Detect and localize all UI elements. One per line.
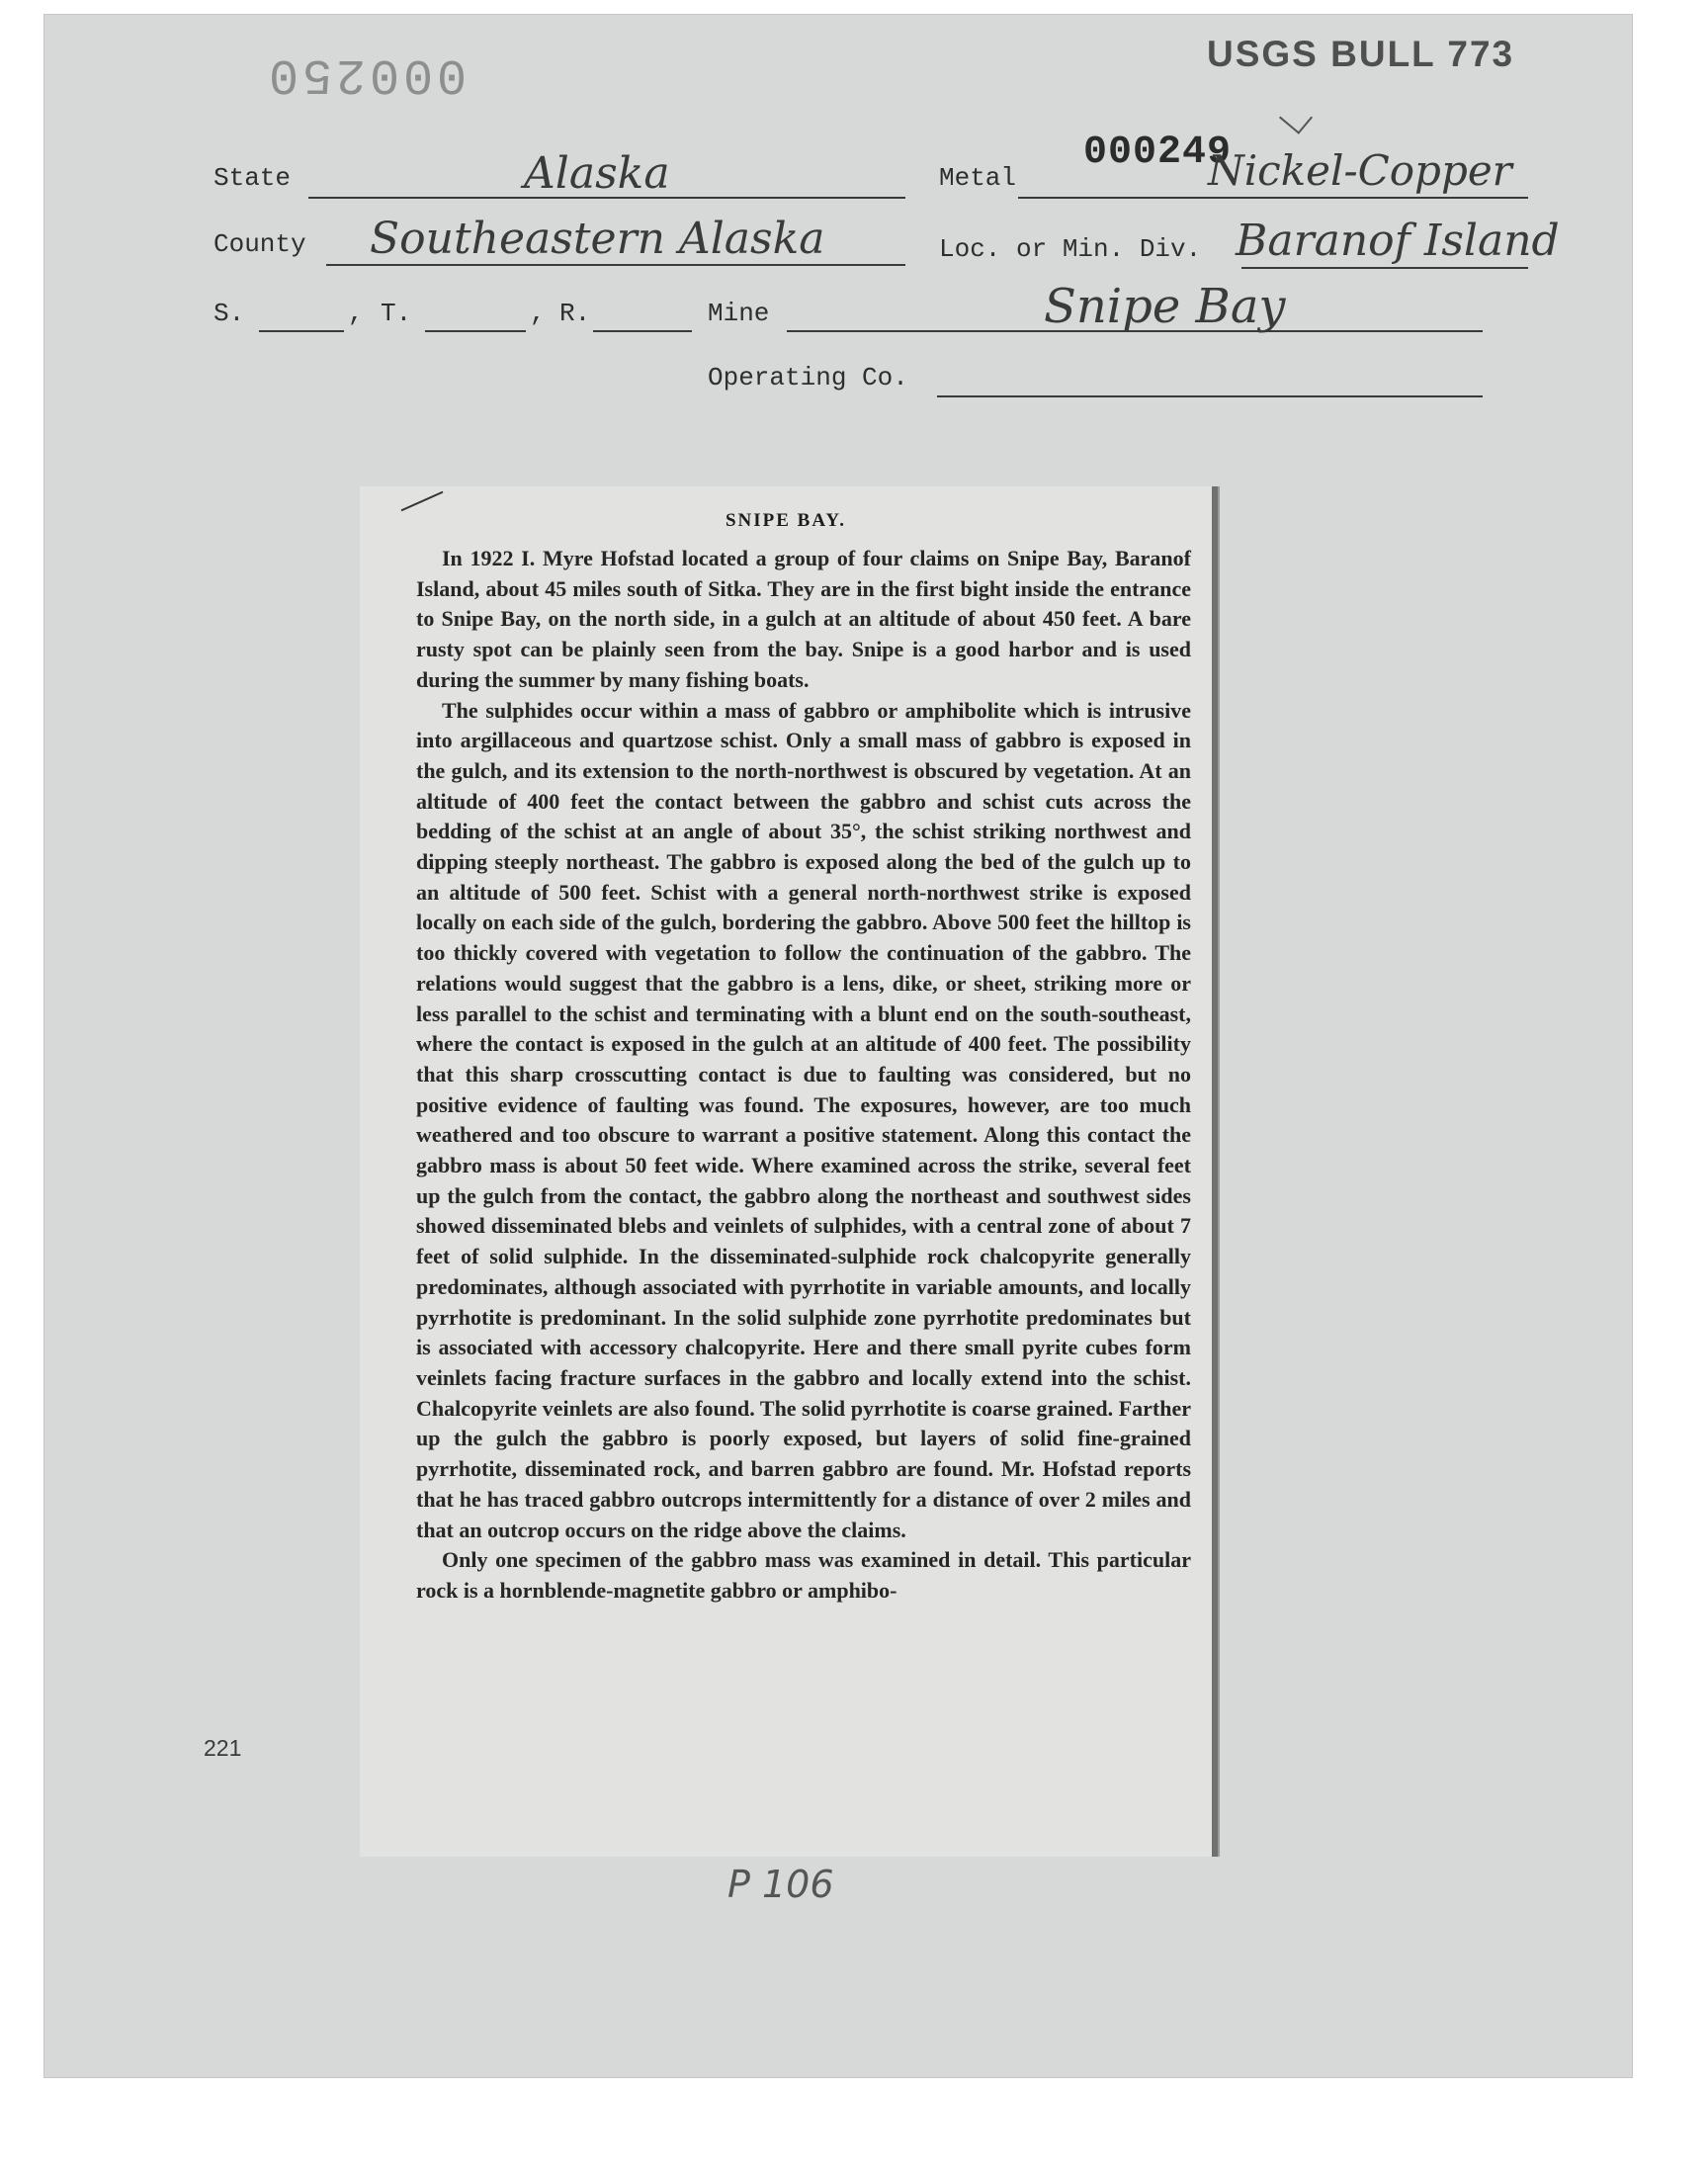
metal-value: Nickel-Copper <box>1208 146 1512 195</box>
stamp-top-number: 000250 <box>265 45 468 102</box>
loc-line <box>1241 267 1528 269</box>
mine-label: Mine <box>708 299 770 328</box>
clipping-paragraph-3: Only one specimen of the gabbro mass was examined in detail. This particular rock is a hornblende-magnetite gabbro or amphibo- <box>416 1547 1191 1603</box>
state-value: Alaska <box>524 148 670 199</box>
operating-co-line <box>937 395 1483 397</box>
county-value: Southeastern Alaska <box>370 214 825 264</box>
stamp-number: 000249 <box>1083 130 1233 175</box>
range-label: R. <box>559 299 591 328</box>
page-number: 221 <box>204 1735 242 1761</box>
county-label: County <box>214 229 306 259</box>
county-line <box>326 264 905 266</box>
section-line <box>259 330 344 332</box>
clipping-body <box>416 544 1191 1607</box>
township-label: T. <box>381 299 412 328</box>
comma-1: , <box>348 299 364 328</box>
mine-value: Snipe Bay <box>1044 279 1286 334</box>
text-clipping <box>360 486 1218 1857</box>
bulletin-reference: USGS BULL 773 <box>1207 34 1515 74</box>
loc-value: Baranof Island <box>1236 216 1560 266</box>
clipping-paragraph-2: The sulphides occur within a mass of gabbro or amphibolite which is intrusive into argillaceous and quartzose schist. Only a small mass of gabbro is exposed in the gulch, and its extension to the north-northwest is obscured by vegetation. At an altitude of 400 feet the contact between the gabbro and schist cuts across the bedding of the schist at an angle of about 35°, the schist striking northwest and dipping steeply northeast. The gabbro is exposed along the bed of the gulch up to an altitude of 500 feet. Schist with a general north-northwest strike is exposed locally on each side of the gulch, bordering the gabbro. Above 500 feet the hilltop is too thickly covered with vegetation to follow the continuation of the gabbro. The relations would suggest that the gabbro is a lens, dike, or sheet, striking more or less parallel to the schist and terminating with a blunt end on the south-southeast, where the contact is exposed in the gulch at an altitude of 400 feet. The possibility that this sharp crosscutting contact is due to faulting was considered, but no positive evidence of faulting was found. The exposures, however, are too much weathered and too obscure to warrant a positive statement. Along this contact the gabbro mass is about 50 feet wide. Where examined across the strike, several feet up the gulch from the contact, the gabbro along the northeast and southwest sides showed disseminated blebs and veinlets of sulphides, with a central zone of about 7 feet of solid sulphide. In the disseminated-sulphide rock chalcopyrite generally predominates, although associated with pyrrhotite in variable amounts, and locally pyrrhotite is predominant. In the solid sulphide zone pyrrhotite predominates but is associated with accessory chalcopyrite. Here and there small pyrite cubes form veinlets facing fracture surfaces in the gabbro and locally extend into the schist. Chalcopyrite veinlets are also found. The solid pyrrhotite is coarse grained. Farther up the gulch the gabbro is poorly exposed, but layers of solid fine-grained pyrrhotite, disseminated rock, and barren gabbro are found. Mr. Hofstad reports that he has traced gabbro outcrops intermittently for a distance of over 2 miles and that an outcrop occurs on the ridge above the claims. <box>416 697 1191 1542</box>
state-label: State <box>214 163 292 193</box>
metal-line <box>1018 197 1528 199</box>
comma-2: , <box>530 299 546 328</box>
range-line <box>593 330 692 332</box>
township-line <box>425 330 526 332</box>
metal-label: Metal <box>939 163 1017 193</box>
section-label: S. <box>214 299 245 328</box>
page-reference: P 106 <box>727 1863 834 1906</box>
clipping-title: SNIPE BAY. <box>725 510 847 531</box>
loc-label: Loc. or Min. Div. <box>939 234 1202 264</box>
operating-co-label: Operating Co. <box>708 363 908 392</box>
clipping-paragraph-1: In 1922 I. Myre Hofstad located a group of four claims on Snipe Bay, Baranof Island, about 45 miles south of Sitka. They are in the first bight inside the entrance to Snipe Bay, on the north side, in a gulch at an altitude of about 450 feet. A bare rusty spot can be plainly seen from the bay. Snipe is a good harbor and is used during the summer by many fishing boats. <box>416 546 1191 692</box>
